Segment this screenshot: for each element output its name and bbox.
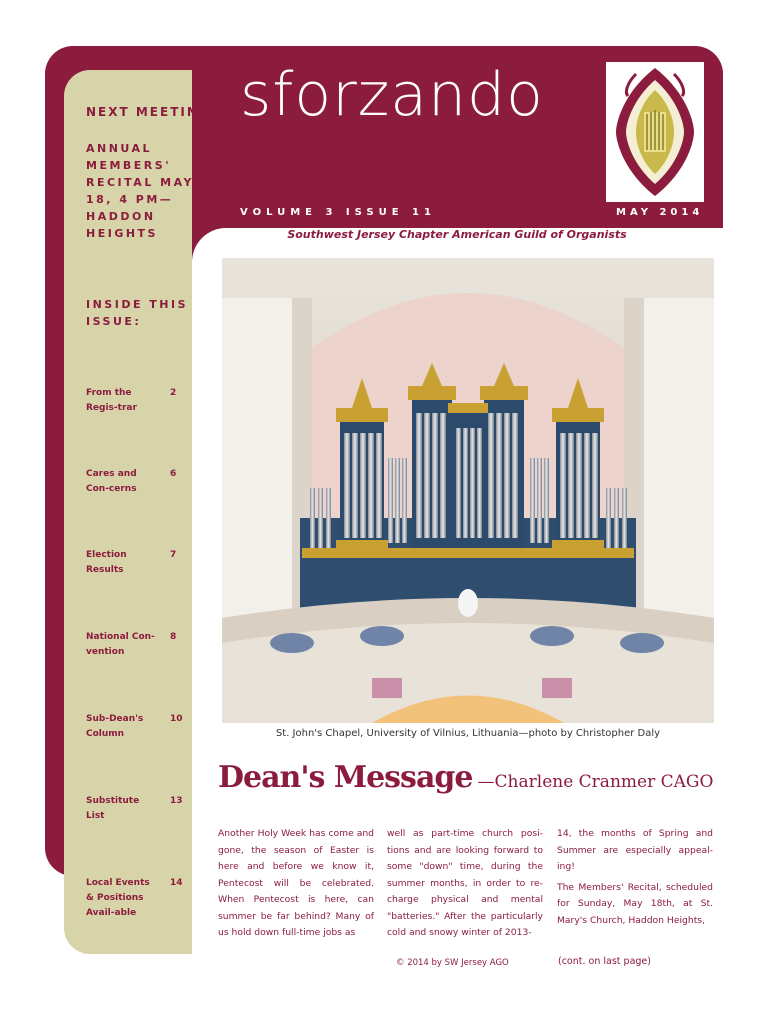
organ-photo	[222, 258, 714, 723]
newsletter-title: sforzando	[240, 60, 544, 130]
toc-item[interactable]: National Con-vention 8	[86, 632, 177, 657]
copyright-footer: © 2014 by SW Jersey AGO	[396, 958, 509, 968]
toc-item[interactable]: Cares and Con-cerns 6	[86, 469, 177, 494]
ago-crest-logo	[606, 62, 704, 202]
next-meeting-heading: NEXT MEETING--	[86, 105, 225, 119]
volume-issue: VOLUME 3 ISSUE 11	[240, 207, 436, 218]
toc-item[interactable]: Sub-Dean's Column 10	[86, 714, 183, 739]
article-title: Dean's Message	[218, 760, 473, 795]
toc-item[interactable]: Substitute List 13	[86, 796, 183, 821]
issue-date: MAY 2014	[616, 207, 704, 218]
article-heading	[218, 760, 713, 795]
article-column-3: 14, the months of Spring and Summer are especially appeal-ing! The Members' Recital, scheduled for Sunday, May 18th, at St. Mary's Church, Haddon Heights,	[557, 828, 713, 926]
toc-item[interactable]: From the Regis-trar 2	[86, 388, 177, 413]
photo-caption: St. John's Chapel, University of Vilnius, Lithuania—photo by Christopher Daly	[275, 728, 661, 739]
toc-item[interactable]: Local Events & Positions Avail-able 14	[86, 878, 183, 918]
inside-issue-heading: INSIDE THIS ISSUE:	[86, 298, 189, 328]
article-column-2: well as part-time church posi-tions and are looking forward to some "down" time, during the summer months, in order to re-charge physical and mental "batteries." After the particularly cold and snowy winter of 2013-	[387, 828, 543, 938]
toc-item[interactable]: Election Results 7	[86, 550, 177, 575]
next-meeting-details: ANNUAL MEMBERS' RECITAL MAY 18, 4 PM— HADDON HEIGHTS	[86, 142, 195, 240]
article-byline: —Charlene Cranmer CAGO	[477, 772, 714, 792]
chapter-subtitle: Southwest Jersey Chapter American Guild of Organists	[287, 228, 627, 241]
article-column-1: Another Holy Week has come and gone, the season of Easter is here and before we know it, Pentecost will be celebrated. When Pentecost is here, can summer be far behind? Many of us hold down full-time jobs as	[218, 828, 374, 938]
continued-note: (cont. on last page)	[558, 956, 651, 967]
